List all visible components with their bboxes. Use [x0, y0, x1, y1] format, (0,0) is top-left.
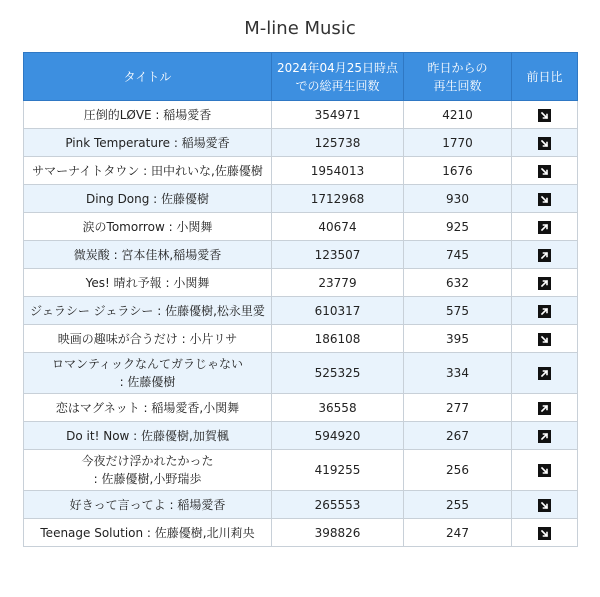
- up-right-arrow-icon: [538, 221, 551, 234]
- cell-title: 涙のTomorrow : 小関舞: [24, 213, 272, 241]
- cell-change: [512, 185, 578, 213]
- cell-title: Pink Temperature : 稲場愛香: [24, 129, 272, 157]
- cell-total: 40674: [272, 213, 404, 241]
- cell-title: Yes! 晴れ予報 : 小関舞: [24, 269, 272, 297]
- header-daily-plays: 昨日からの 再生回数: [404, 53, 512, 101]
- cell-title: 今夜だけ浮かれたかった : 佐藤優樹,小野瑞歩: [24, 450, 272, 491]
- cell-change: [512, 157, 578, 185]
- cell-daily: 745: [404, 241, 512, 269]
- cell-daily: 267: [404, 422, 512, 450]
- cell-daily: 395: [404, 325, 512, 353]
- up-right-arrow-icon: [538, 402, 551, 415]
- cell-change: [512, 353, 578, 394]
- cell-daily: 256: [404, 450, 512, 491]
- table-row: [24, 422, 578, 450]
- table-row: [24, 185, 578, 213]
- cell-change: [512, 213, 578, 241]
- cell-total: 594920: [272, 422, 404, 450]
- up-right-arrow-icon: [538, 277, 551, 290]
- cell-change: [512, 325, 578, 353]
- table-row: [24, 157, 578, 185]
- cell-change: [512, 241, 578, 269]
- down-right-arrow-icon: [538, 333, 551, 346]
- cell-daily: 930: [404, 185, 512, 213]
- down-right-arrow-icon: [538, 527, 551, 540]
- cell-daily: 247: [404, 519, 512, 547]
- cell-title: 好きって言ってよ : 稲場愛香: [24, 491, 272, 519]
- cell-total: 123507: [272, 241, 404, 269]
- cell-total: 186108: [272, 325, 404, 353]
- table-row: [24, 101, 578, 129]
- cell-title: Teenage Solution : 佐藤優樹,北川莉央: [24, 519, 272, 547]
- table-row: [24, 325, 578, 353]
- cell-change: [512, 394, 578, 422]
- cell-change: [512, 129, 578, 157]
- cell-change: [512, 519, 578, 547]
- down-right-arrow-icon: [538, 137, 551, 150]
- table-row: [24, 519, 578, 547]
- cell-daily: 334: [404, 353, 512, 394]
- table-row: [24, 491, 578, 519]
- cell-title: 恋はマグネット : 稲場愛香,小関舞: [24, 394, 272, 422]
- cell-change: [512, 101, 578, 129]
- cell-change: [512, 297, 578, 325]
- cell-daily: 1770: [404, 129, 512, 157]
- cell-title: ジェラシー ジェラシー : 佐藤優樹,松永里愛: [24, 297, 272, 325]
- table-row: [24, 213, 578, 241]
- cell-total: 354971: [272, 101, 404, 129]
- cell-total: 265553: [272, 491, 404, 519]
- cell-title: Do it! Now : 佐藤優樹,加賀楓: [24, 422, 272, 450]
- table-row: [24, 241, 578, 269]
- cell-total: 23779: [272, 269, 404, 297]
- cell-change: [512, 269, 578, 297]
- cell-total: 525325: [272, 353, 404, 394]
- down-right-arrow-icon: [538, 464, 551, 477]
- header-row: [24, 53, 578, 101]
- page-title: M-line Music: [244, 18, 356, 39]
- cell-total: 36558: [272, 394, 404, 422]
- header-title: タイトル: [24, 53, 272, 101]
- header-total-plays: 2024年04月25日時点 での総再生回数: [272, 53, 404, 101]
- cell-total: 1712968: [272, 185, 404, 213]
- down-right-arrow-icon: [538, 165, 551, 178]
- cell-daily: 632: [404, 269, 512, 297]
- cell-title: 微炭酸 : 宮本佳林,稲場愛香: [24, 241, 272, 269]
- down-right-arrow-icon: [538, 193, 551, 206]
- down-right-arrow-icon: [538, 109, 551, 122]
- table-row: [24, 269, 578, 297]
- cell-total: 419255: [272, 450, 404, 491]
- cell-change: [512, 450, 578, 491]
- table-row: [24, 297, 578, 325]
- up-right-arrow-icon: [538, 305, 551, 318]
- ranking-table: [23, 52, 578, 547]
- up-right-arrow-icon: [538, 249, 551, 262]
- cell-total: 125738: [272, 129, 404, 157]
- cell-daily: 1676: [404, 157, 512, 185]
- cell-daily: 575: [404, 297, 512, 325]
- cell-title: 映画の趣味が合うだけ : 小片リサ: [24, 325, 272, 353]
- header-change: 前日比: [512, 53, 578, 101]
- cell-daily: 925: [404, 213, 512, 241]
- up-right-arrow-icon: [538, 367, 551, 380]
- table-row: [24, 353, 578, 394]
- cell-total: 1954013: [272, 157, 404, 185]
- cell-title: 圧倒的LØVE : 稲場愛香: [24, 101, 272, 129]
- cell-daily: 277: [404, 394, 512, 422]
- cell-title: ロマンティックなんてガラじゃない : 佐藤優樹: [24, 353, 272, 394]
- up-right-arrow-icon: [538, 430, 551, 443]
- cell-change: [512, 491, 578, 519]
- cell-total: 610317: [272, 297, 404, 325]
- cell-daily: 255: [404, 491, 512, 519]
- cell-change: [512, 422, 578, 450]
- table-row: [24, 450, 578, 491]
- table-row: [24, 394, 578, 422]
- cell-daily: 4210: [404, 101, 512, 129]
- cell-total: 398826: [272, 519, 404, 547]
- cell-title: Ding Dong : 佐藤優樹: [24, 185, 272, 213]
- down-right-arrow-icon: [538, 499, 551, 512]
- cell-title: サマーナイトタウン : 田中れいな,佐藤優樹: [24, 157, 272, 185]
- table-row: [24, 129, 578, 157]
